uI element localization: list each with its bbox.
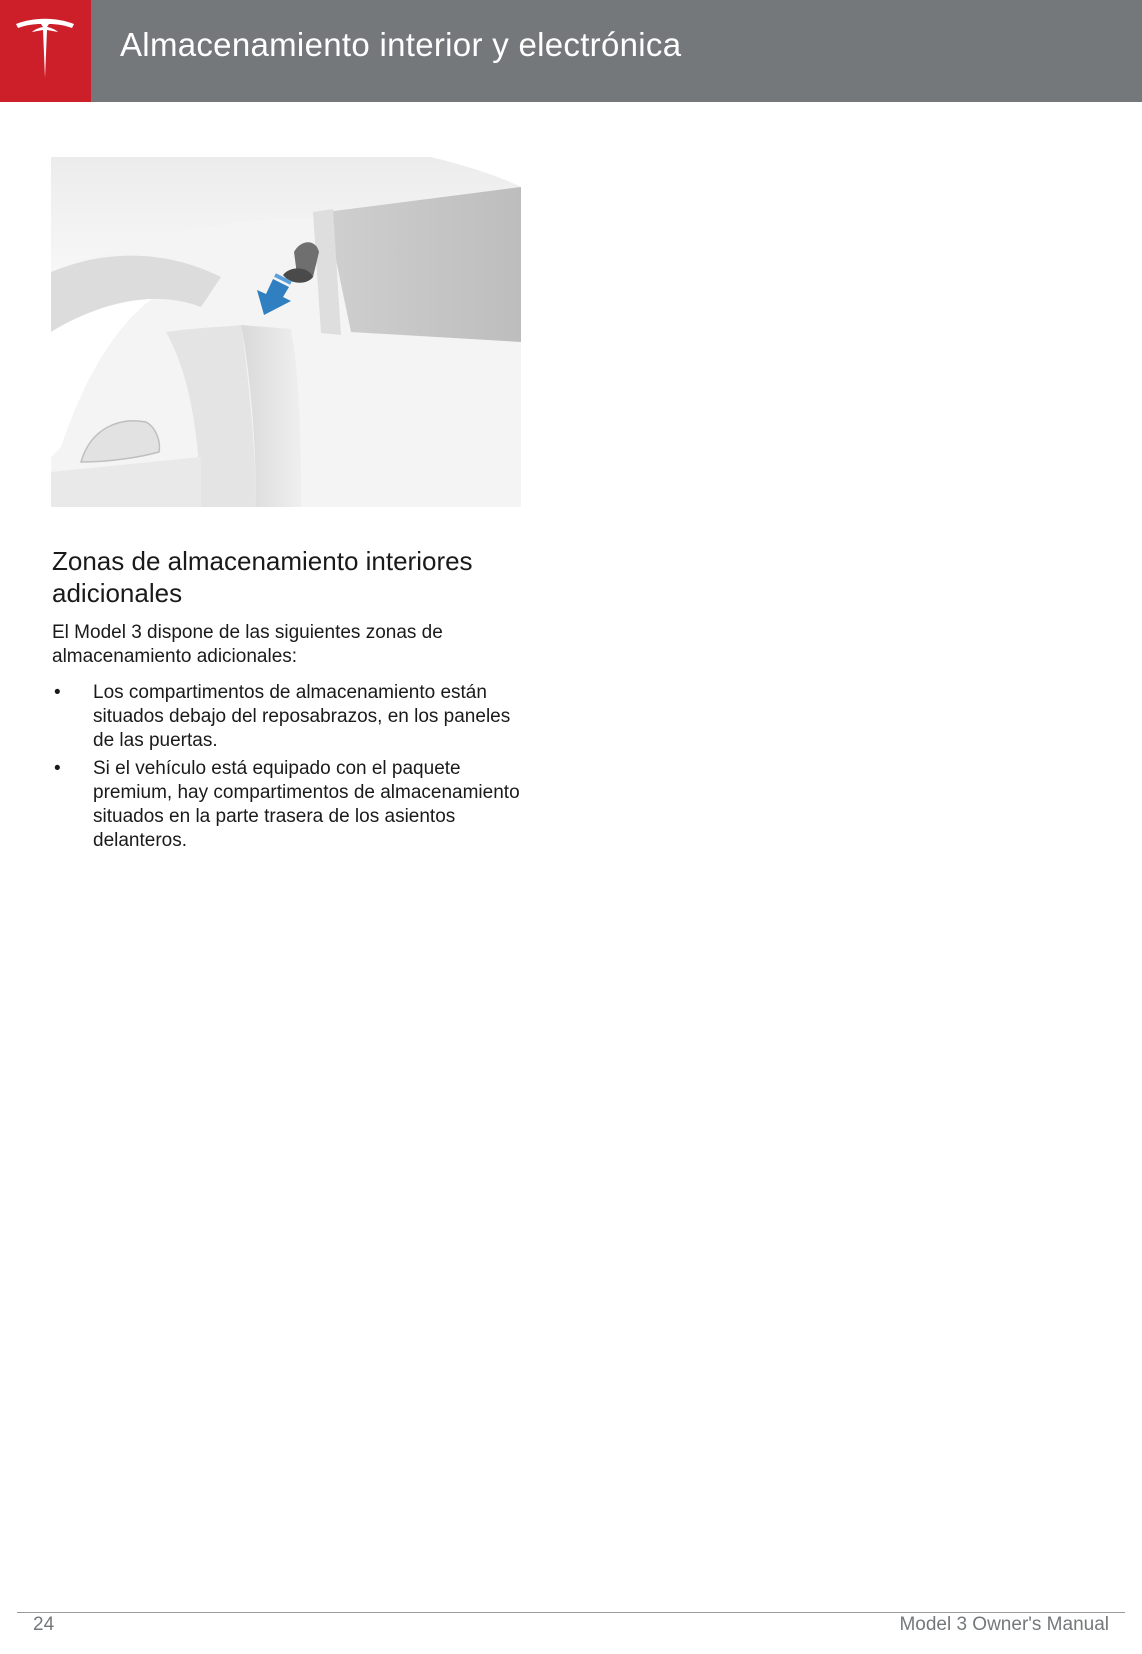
footer-divider xyxy=(17,1612,1125,1613)
manual-name: Model 3 Owner's Manual xyxy=(899,1614,1109,1635)
bullet-marker: • xyxy=(54,682,61,703)
interior-illustration xyxy=(51,157,521,507)
tesla-logo-icon xyxy=(14,18,76,78)
page-number: 24 xyxy=(33,1614,55,1635)
page-header xyxy=(0,0,1142,102)
list-item-text: Los compartimentos de almacenamiento están situados debajo del reposabrazos, en los paneles de las puertas. xyxy=(93,682,511,751)
brand-logo-box xyxy=(0,0,91,102)
list-item-text: Si el vehículo está equipado con el paquete premium, hay compartimentos de almacenamiento situados en la parte trasera de los asientos delanteros. xyxy=(93,758,520,851)
intro-paragraph: El Model 3 dispone de las siguientes zonas de almacenamiento adicionales: xyxy=(52,622,443,667)
bullet-marker: • xyxy=(54,758,61,779)
section-title: Zonas de almacenamiento interiores adicionales xyxy=(52,546,473,608)
list-item xyxy=(52,757,532,853)
storage-list xyxy=(52,681,532,857)
list-item xyxy=(52,681,532,753)
page-title: Almacenamiento interior y electrónica xyxy=(120,26,682,63)
